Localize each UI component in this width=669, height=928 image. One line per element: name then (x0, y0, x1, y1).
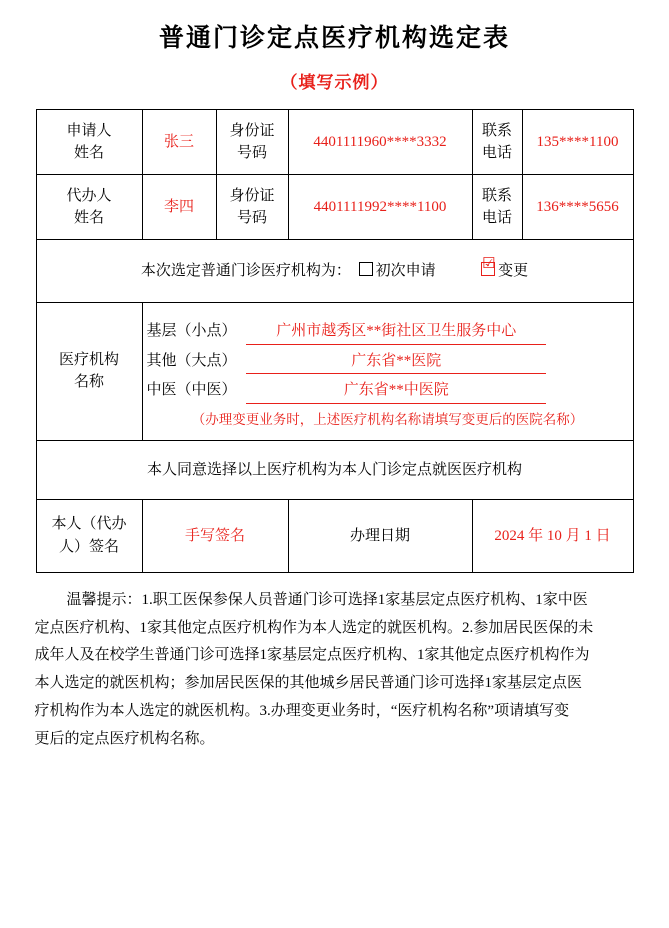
table-row-institutions (36, 303, 633, 441)
applicant-phone-value[interactable]: 135****1100 (522, 110, 633, 175)
list-item (147, 350, 629, 375)
table-row-applicant (36, 110, 633, 175)
agent-phone-label: 联系 电话 (472, 175, 522, 240)
applicant-name-label: 申请人 姓名 (36, 110, 142, 175)
option-change-label: 变更 (498, 262, 529, 279)
table-row-agent (36, 175, 633, 240)
agent-id-label: 身份证 号码 (216, 175, 288, 240)
tips-line-2: 定点医疗机构、1家其他定点医疗机构作为本人选定的就医机构。2.参加居民医保的未 (34, 619, 594, 636)
agent-id-value[interactable]: 4401111992****1100 (288, 175, 472, 240)
option-first-application[interactable] (359, 263, 440, 279)
agent-phone-value[interactable]: 136****5656 (522, 175, 633, 240)
list-item (147, 379, 629, 404)
institution-value-basic[interactable]: 广州市越秀区**街社区卫生服务中心 (246, 320, 546, 345)
option-change[interactable] (481, 255, 529, 279)
institutions-cell (142, 303, 633, 441)
applicant-id-value[interactable]: 4401111960****3332 (288, 110, 472, 175)
institutions-label: 医疗机构 名称 (36, 303, 142, 441)
option-first-application-label: 初次申请 (375, 262, 436, 279)
agreement-text: 本人同意选择以上医疗机构为本人门诊定点就医医疗机构 (36, 440, 633, 499)
page-subtitle: （填写示例） (280, 73, 389, 92)
applicant-phone-label: 联系 电话 (472, 110, 522, 175)
institutions-note: （办理变更业务时，上述医疗机构名称请填写变更后的医院名称） (191, 411, 584, 427)
selection-type-cell (36, 240, 633, 303)
institution-label-other: 其他（大点） (146, 352, 237, 369)
document-page (0, 18, 669, 928)
institution-value-other[interactable]: 广东省**医院 (246, 350, 546, 375)
applicant-name-value[interactable]: 张三 (142, 110, 216, 175)
checkbox-change[interactable] (481, 255, 496, 276)
institution-label-tcm: 中医（中医） (146, 382, 237, 398)
institution-value-tcm[interactable]: 广东省**中医院 (246, 379, 546, 404)
applicant-id-label: 身份证 号码 (216, 110, 288, 175)
checkbox-first-application[interactable] (359, 262, 373, 276)
agent-name-value[interactable]: 李四 (142, 175, 216, 240)
tips-line-3: 成年人及在校学生普通门诊可选择1家基层定点医疗机构、1家其他定点医疗机构作为 (34, 647, 590, 664)
agent-name-label: 代办人 姓名 (36, 175, 142, 240)
tips-line-6: 更后的定点医疗机构名称。 (34, 730, 215, 747)
signature-label: 本人（代办 人）签名 (36, 499, 142, 572)
list-item (147, 320, 629, 345)
tips-section (35, 587, 635, 754)
signature-value[interactable]: 手写签名 (142, 499, 288, 572)
date-label: 办理日期 (288, 499, 472, 572)
institutions-list (147, 307, 629, 436)
page-title: 普通门诊定点医疗机构选定表 (158, 25, 510, 52)
table-row-signature (36, 499, 633, 572)
table-row-selection-type (36, 240, 633, 303)
selection-form-table (36, 109, 634, 573)
tips-line-4: 本人选定的就医机构；参加居民医保的其他城乡居民普通门诊可选择1家基层定点医 (34, 675, 583, 691)
selection-prefix-label: 本次选定普通门诊医疗机构为： (140, 262, 351, 279)
tips-line-1: 温馨提示：1.职工医保参保人员普通门诊可选择1家基层定点医疗机构、1家中医 (66, 591, 588, 608)
tips-line-5: 疗机构作为本人选定的就医机构。3.办理变更业务时，“医疗机构名称”项请填写变 (34, 702, 570, 719)
table-row-agreement (36, 440, 633, 499)
institution-label-basic: 基层（小点） (146, 323, 237, 339)
check-mark-icon: ☑ (482, 255, 496, 272)
date-value[interactable]: 2024 年 10 月 1 日 (472, 499, 633, 572)
